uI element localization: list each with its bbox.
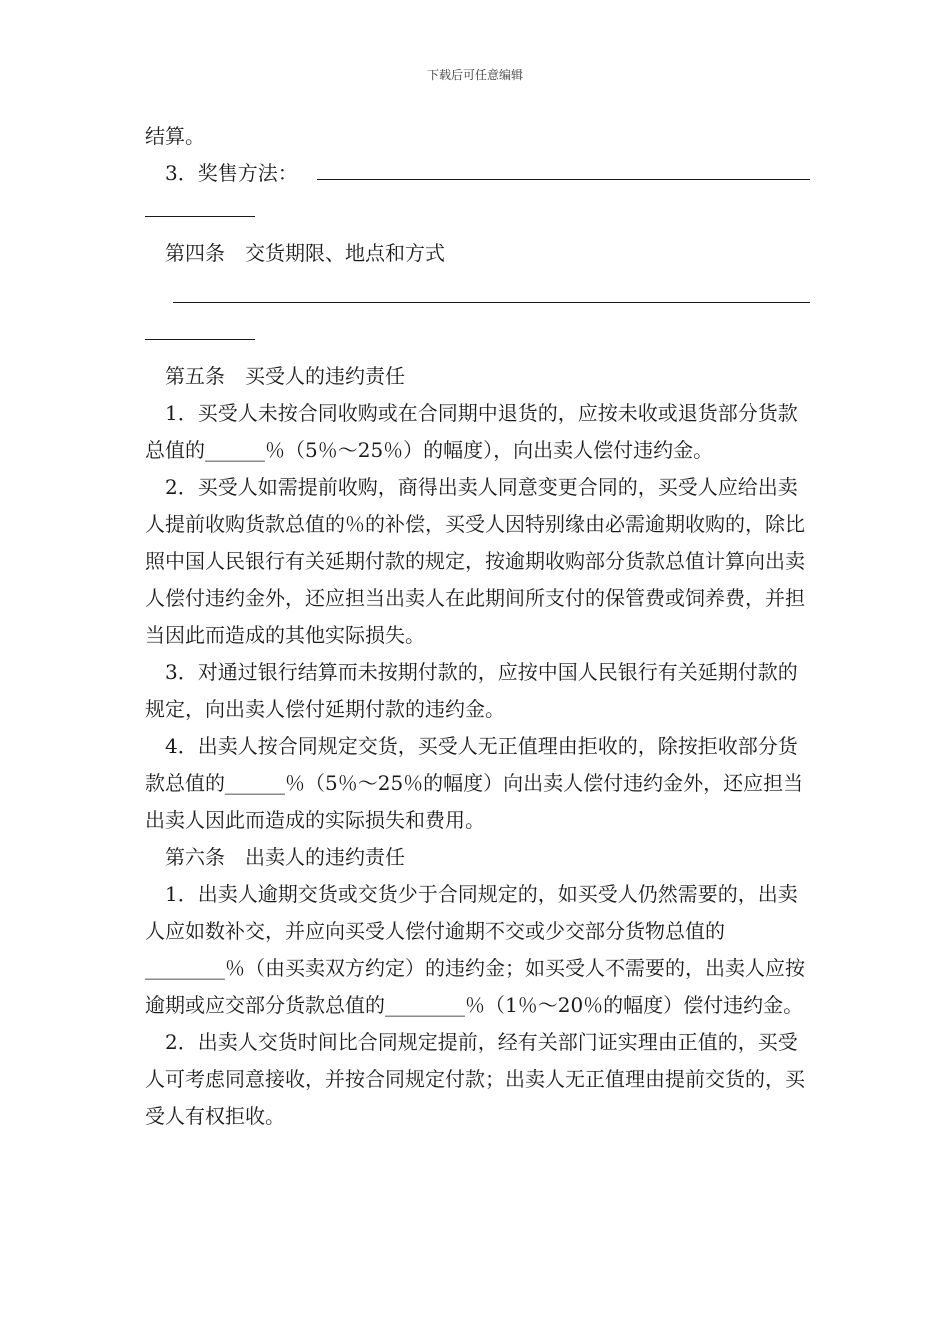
page-header-note: 下载后可任意编辑 [426, 68, 523, 82]
paragraph-reward-method: 3．奖售方法： [165, 161, 298, 185]
article-five-heading: 第五条 买受人的违约责任 [165, 364, 405, 388]
fill-in-line [145, 339, 255, 340]
paragraph-settlement: 结算。 [145, 124, 205, 148]
article-six-clause-1: 1．出卖人逾期交货或交货少于合同规定的，如买受人仍然需要的，出卖人应如数补交，并应向买受人偿付逾期不交或少交部分货物总值的________％（由买卖双方约定）的违约金；如买受人不需要的，出卖人应按逾期或应交部分货款总值的________％（1％～20％的幅度）偿付违约金。 [145, 882, 805, 1017]
article-six-clause-2: 2．出卖人交货时间比合同规定提前，经有关部门证实理由正值的，买受人可考虑同意接收，并按合同规定付款；出卖人无正值理由提前交货的，买受人有权拒收。 [145, 1030, 805, 1128]
article-five-clause-1: 1．买受人未按合同收购或在合同期中退货的，应按未收或退货部分货款总值的______％（5％～25％）的幅度），向出卖人偿付违约金。 [145, 401, 798, 462]
article-five-clause-4: 4．出卖人按合同规定交货，买受人无正值理由拒收的，除按拒收部分货款总值的______％（5％～25％的幅度）向出卖人偿付违约金外，还应担当出卖人因此而造成的实际损失和费用。 [145, 734, 804, 832]
fill-in-line [145, 216, 255, 217]
article-four-heading: 第四条 交货期限、地点和方式 [165, 241, 445, 265]
article-six-heading: 第六条 出卖人的违约责任 [165, 845, 405, 869]
document-body [145, 118, 810, 1135]
article-five-clause-3: 3．对通过银行结算而未按期付款的，应按中国人民银行有关延期付款的规定，向出卖人偿付延期付款的违约金。 [145, 660, 798, 721]
fill-in-line [173, 302, 810, 303]
article-five-clause-2: 2．买受人如需提前收购，商得出卖人同意变更合同的，买受人应给出卖人提前收购货款总值的％的补偿，买受人因特别缘由必需逾期收购的，除比照中国人民银行有关延期付款的规定，按逾期收购部分货款总值计算向出卖人偿付违约金外，还应担当出卖人在此期间所支付的保管费或饲养费，并担当因此而造成的其他实际损失。 [145, 475, 805, 647]
fill-in-line [317, 179, 810, 180]
